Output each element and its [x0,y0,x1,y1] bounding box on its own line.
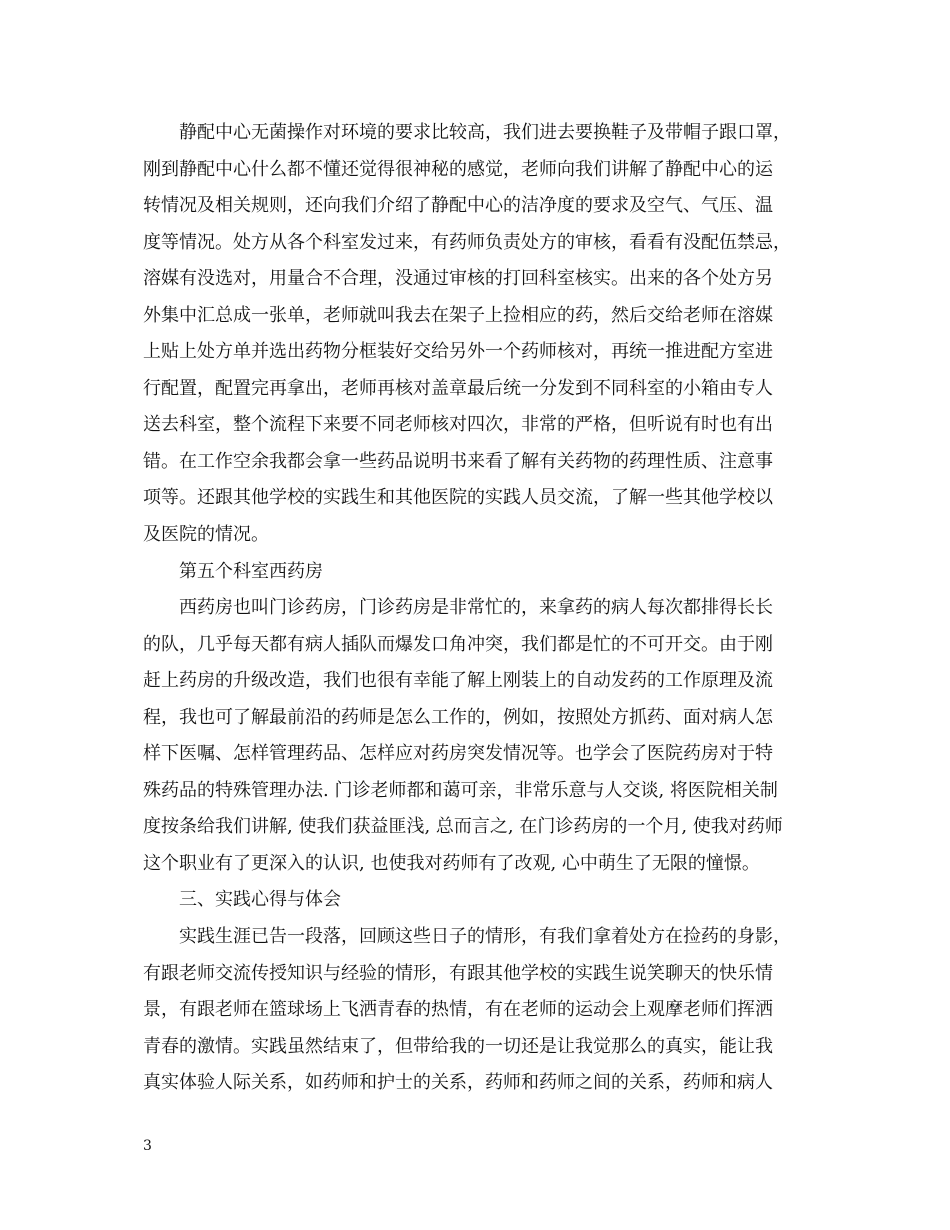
text-line: 赶上药房的升级改造，我们也很有幸能了解上刚装上的自动发药的工作原理及流 [143,670,773,692]
text-line: 的队，几乎每天都有病人插队而爆发口角冲突，我们都是忙的不可开交。由于刚 [143,633,773,655]
text-line: 三、实践心得与体会 [179,889,341,911]
text-line: 行配置，配置完再拿出，老师再核对盖章最后统一分发到不同科室的小箱由专人 [143,377,773,399]
text-line: 上贴上处方单并选出药物分框装好交给另外一个药师核对，再统一推进配方室进 [143,341,773,363]
text-line: 及医院的情况。 [143,524,269,546]
body-text [143,115,809,1102]
text-line: 青春的激情。实践虽然结束了，但带给我的一切还是让我觉那么的真实，能让我 [143,1035,773,1057]
text-line: 实践生涯已告一段落，回顾这些日子的情形，有我们拿着处方在捡药的身影， [179,926,791,948]
text-line: 度按条给我们讲解, 使我们获益匪浅, 总而言之, 在门诊药房的一个月, 使我对药师 [143,816,783,838]
text-line: 度等情况。处方从各个科室发过来，有药师负责处方的审核，看看有没配伍禁忌， [143,231,791,253]
text-line: 外集中汇总成一张单，老师就叫我去在架子上捡相应的药，然后交给老师在溶媒 [143,304,773,326]
text-line: 样下医嘱、怎样管理药品、怎样应对药房突发情况等。也学会了医院药房对于特 [143,743,773,765]
text-line: 真实体验人际关系，如药师和护士的关系，药师和药师之间的关系，药师和病人 [143,1072,773,1094]
text-line: 静配中心无菌操作对环境的要求比较高，我们进去要换鞋子及带帽子跟口罩， [179,122,791,143]
text-line: 第五个科室西药房 [179,560,323,582]
text-line: 殊药品的特殊管理办法. 门诊老师都和蔼可亲，非常乐意与人交谈, 将医院相关制 [143,779,778,801]
text-line: 刚到静配中心什么都不懂还觉得很神秘的感觉，老师向我们讲解了静配中心的运 [143,158,773,180]
text-line: 送去科室，整个流程下来要不同老师核对四次，非常的严格，但听说有时也有出 [143,414,773,436]
text-line: 西药房也叫门诊药房，门诊药房是非常忙的，来拿药的病人每次都排得长长 [179,597,773,619]
text-line: 景，有跟老师在篮球场上飞洒青春的热情，有在老师的运动会上观摩老师们挥洒 [143,999,773,1021]
page-number: 3 [143,1138,152,1154]
text-line: 错。在工作空余我都会拿一些药品说明书来看了解有关药物的药理性质、注意事 [143,450,773,472]
text-line: 溶媒有没选对，用量合不合理，没通过审核的打回科室核实。出来的各个处方另 [143,268,773,290]
text-line: 有跟老师交流传授知识与经验的情形，有跟其他学校的实践生说笑聊天的快乐情 [143,962,773,984]
text-line: 程，我也可了解最前沿的药师是怎么工作的，例如，按照处方抓药、面对病人怎 [143,706,773,728]
text-line: 转情况及相关规则，还向我们介绍了静配中心的洁净度的要求及空气、气压、温 [143,195,773,217]
text-line: 这个职业有了更深入的认识, 也使我对药师有了改观, 心中萌生了无限的憧憬。 [143,852,760,874]
text-line: 项等。还跟其他学校的实践生和其他医院的实践人员交流，了解一些其他学校以 [143,487,773,509]
